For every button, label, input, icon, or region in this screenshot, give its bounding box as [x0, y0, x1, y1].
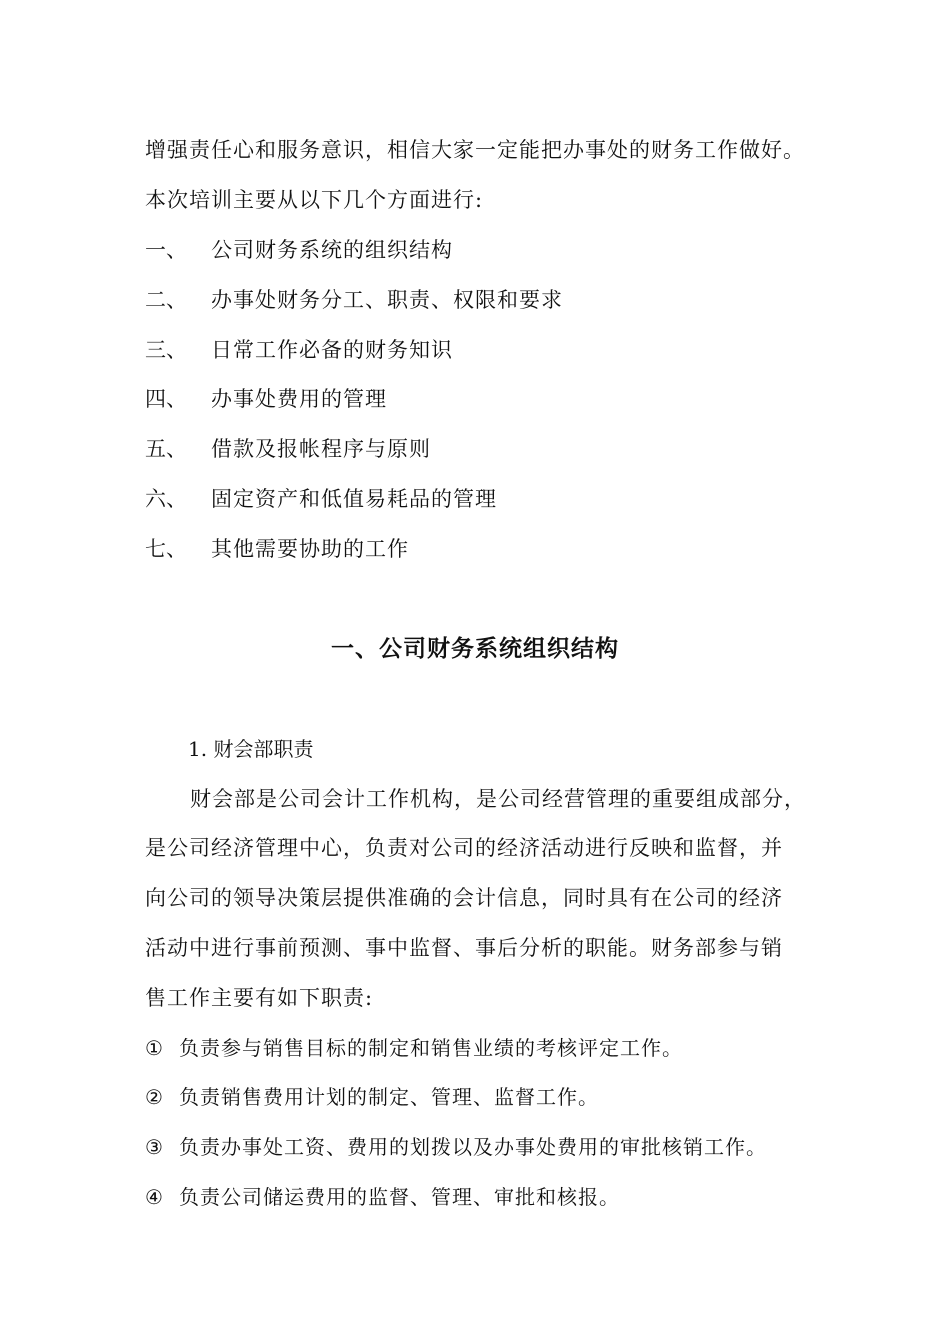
- duty-item: [145, 1183, 620, 1211]
- paragraph-line: 活动中进行事前预测、事中监督、事后分析的职能。财务部参与销: [145, 936, 783, 960]
- toc-number: 四、: [145, 387, 187, 411]
- duty-marker: ③: [145, 1135, 163, 1159]
- duty-item: [145, 1133, 767, 1161]
- toc-item: [145, 236, 453, 264]
- duty-item: [145, 1083, 599, 1111]
- toc-number: 三、: [145, 338, 187, 362]
- duty-text: 负责参与销售目标的制定和销售业绩的考核评定工作。: [179, 1036, 683, 1060]
- subsection-heading: 1. 财会部职责: [188, 737, 314, 761]
- toc-number: 一、: [145, 238, 187, 262]
- duty-text: 负责销售费用计划的制定、管理、监督工作。: [179, 1085, 599, 1109]
- toc-item: [145, 385, 387, 413]
- duty-item: [145, 1034, 683, 1062]
- toc-number: 二、: [145, 288, 187, 312]
- toc-item: [145, 336, 453, 364]
- toc-text: 固定资产和低值易耗品的管理: [211, 487, 497, 511]
- toc-text: 公司财务系统的组织结构: [211, 238, 453, 262]
- intro-line: 增强责任心和服务意识，相信大家一定能把办事处的财务工作做好。: [145, 138, 805, 162]
- toc-item: [145, 535, 409, 563]
- toc-number: 六、: [145, 487, 187, 511]
- paragraph-line: 财会部是公司会计工作机构，是公司经营管理的重要组成部分，: [190, 787, 806, 811]
- paragraph-line: 是公司经济管理中心，负责对公司的经济活动进行反映和监督，并: [145, 836, 783, 860]
- duty-text: 负责公司储运费用的监督、管理、审批和核报。: [179, 1185, 620, 1209]
- paragraph-line: 向公司的领导决策层提供准确的会计信息，同时具有在公司的经济: [145, 886, 783, 910]
- intro-line: 本次培训主要从以下几个方面进行:: [145, 188, 484, 212]
- toc-number: 七、: [145, 537, 187, 561]
- section-heading: 一、公司财务系统组织结构: [331, 636, 619, 662]
- toc-number: 五、: [145, 437, 187, 461]
- duty-text: 负责办事处工资、费用的划拨以及办事处费用的审批核销工作。: [179, 1135, 767, 1159]
- toc-text: 办事处费用的管理: [211, 387, 387, 411]
- toc-text: 其他需要协助的工作: [211, 537, 409, 561]
- toc-text: 日常工作必备的财务知识: [211, 338, 453, 362]
- duty-marker: ②: [145, 1085, 163, 1109]
- paragraph-line: 售工作主要有如下职责:: [145, 986, 374, 1010]
- toc-item: [145, 485, 497, 513]
- toc-item: [145, 435, 431, 463]
- toc-item: [145, 286, 563, 314]
- duty-marker: ④: [145, 1185, 163, 1209]
- toc-text: 借款及报帐程序与原则: [211, 437, 431, 461]
- toc-text: 办事处财务分工、职责、权限和要求: [211, 288, 563, 312]
- duty-marker: ①: [145, 1036, 163, 1060]
